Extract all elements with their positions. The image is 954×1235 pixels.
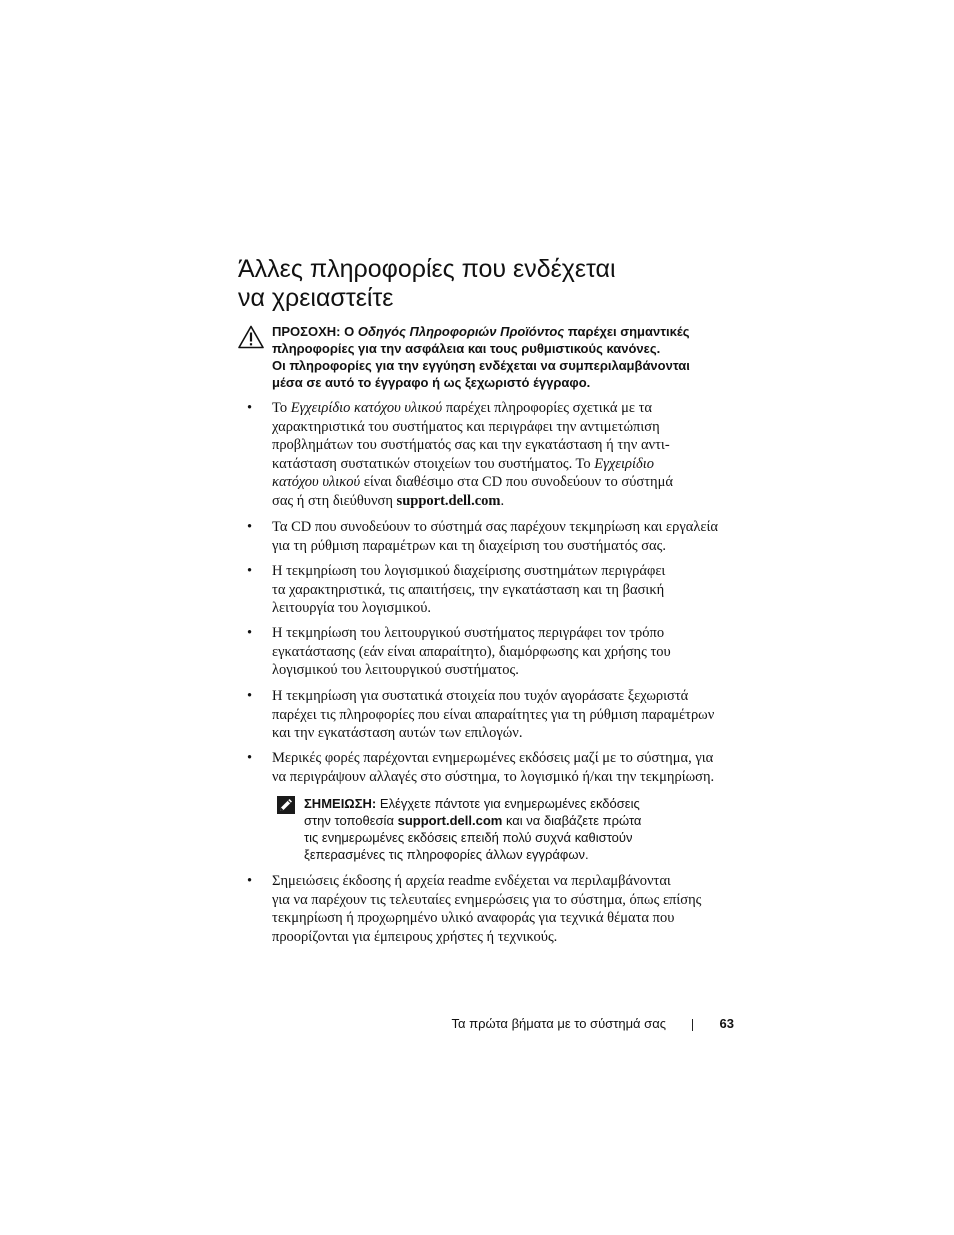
bullet-marker: • — [247, 625, 253, 641]
hardware-owners-manual-title: Εγχειρίδιο — [594, 455, 654, 472]
warning-triangle-icon — [238, 325, 264, 349]
bullet-marker: • — [247, 750, 253, 766]
title-line-2: να χρειαστείτε — [238, 284, 394, 312]
note-label: ΣΗΜΕΙΩΣΗ: — [304, 796, 377, 811]
caution-text — [272, 323, 742, 391]
document-page: Άλλες πληροφορίες που ενδέχεται να χρειαστείτε ΠΡΟΣΟΧΗ: Ο Οδηγός Πληροφοριών Προϊόντος παρέχει σημαντικές πληροφορίες για την ασφάλεια και τους ρυθμιστικούς κανόνες. Οι πληροφορίες για την εγγύηση ενδέχεται να συμπεριλαμβάνονται μέσα σε αυτό το έγγραφο ή ως ξεχωριστό έγγραφο. • Το Εγχειρίδιο κατόχου υλικού παρέχει πληροφορίες σχετικά με τα χαρακτηριστικά του συστήματος και περιγράφει την αντιμετώπιση προβλημάτων του συστήματός σας και την εγκατάσταση ή την αντι- κατάσταση συστατικών στοιχείων του συστήματος. Το Εγχειρίδιο κατόχου υλικού είναι διαθέσιμο στα CD που συνοδεύουν το σύστημά σας ή στη διεύθυνση support.dell.com. • Τα CD που συνοδεύουν το σύστημά σας παρέχουν τεκμηρίωση και εργαλεία για τη ρύθμιση παραμέτρων και τη διαχείριση του συστήματός σας. • Η τεκμηρίωση του λογισμικού διαχείρισης συστημάτων περιγράφει τα χαρακτηριστικά, τις απαιτήσεις, την εγκατάσταση και τη βασική λειτουργία του λογισμικού. • Η τεκμηρίωση του λειτουργικού συστήματος περιγράφει τον τρόπο εγκατάστασης (εάν είναι απαραίτητο), διαμόρφωσης και χρήσης του λογισμικού του λειτουργικού συστήματος. • Η τεκμηρίωση για συστατικά στοιχεία που τυχόν αγοράσατε ξεχωριστά παρέχει τις πληροφορίες που είναι απαραίτητες για τη ρύθμιση παραμέτρων και την εγκατάσταση αυτών των επιλογών. • Μερικές φορές παρέχονται ενημερωμένες εκδόσεις μαζί με το σύστημα, για να περιγράψουν αλλαγές στο σύστημα, το λογισμικό ή/και την τεκμηρίωση. ΣΗΜΕΙΩΣΗ: Ελέγχετε πάντοτε για ενημερωμένες εκδόσεις στην τοποθεσία support.dell.com και να διαβάζετε πρώτα τις ενημερωμένες εκδόσεις επειδή πολύ συχνά καθιστούν ξεπερασμένες τις πληροφορίες άλλων εγγράφων. • Σημειώσεις έκδοσης ή αρχεία readme ενδέχεται να περιλαμβάνονται για να παρέχουν τις τελευταίες ενημερώσεις για το σύστημα, όπως επίσης τεκμηρίωση ή προχωρημένο υλικό αναφοράς για τεχνικά θέματα που προορίζονται για έμπειρους χρήστες ή τεχνικούς. Τα πρώτα βήματα με το σύστημά σας 63 — [0, 0, 954, 1235]
caution-label: ΠΡΟΣΟΧΗ: — [272, 324, 341, 339]
bullet-marker: • — [247, 519, 253, 535]
bullet-marker: • — [247, 873, 253, 889]
page-title — [238, 255, 738, 313]
product-info-guide-title: Οδηγός Πληροφοριών Προϊόντος — [357, 324, 565, 339]
page-number: 63 — [719, 1016, 734, 1031]
bullet-marker: • — [247, 400, 253, 416]
caution-line: ΠΡΟΣΟΧΗ: Ο Οδηγός Πληροφοριών Προϊόντος παρέχει σημαντικές — [272, 324, 690, 339]
caution-line: μέσα σε αυτό το έγγραφο ή ως ξεχωριστό έγγραφο. — [272, 375, 591, 390]
footer-divider — [692, 1019, 693, 1031]
caution-line: πληροφορίες για την ασφάλεια και τους ρυθμιστικούς κανόνες. — [272, 341, 661, 356]
page-footer — [400, 1014, 736, 1034]
note-pencil-icon — [276, 795, 296, 815]
bullet-marker: • — [247, 563, 253, 579]
chapter-title: Τα πρώτα βήματα με το σύστημά σας — [451, 1016, 666, 1031]
caution-line: Οι πληροφορίες για την εγγύηση ενδέχεται να συμπεριλαμβάνονται — [272, 358, 690, 373]
title-line-1: Άλλες πληροφορίες που ενδέχεται — [238, 255, 616, 283]
bullet-marker: • — [247, 688, 253, 704]
note-text: ΣΗΜΕΙΩΣΗ: Ελέγχετε πάντοτε για ενημερωμένες εκδόσεις στην τοποθεσία support.dell.com και να διαβάζετε πρώτα τις ενημερωμένες εκδόσεις επειδή πολύ συχνά καθιστούν ξεπερασμένες τις πληροφορίες άλλων εγγράφων. — [304, 796, 642, 862]
support-link[interactable]: support.dell.com — [396, 492, 501, 509]
hardware-owners-manual-title: Εγχειρίδιο κατόχου υλικού — [290, 400, 443, 416]
support-link[interactable]: support.dell.com — [397, 813, 503, 828]
